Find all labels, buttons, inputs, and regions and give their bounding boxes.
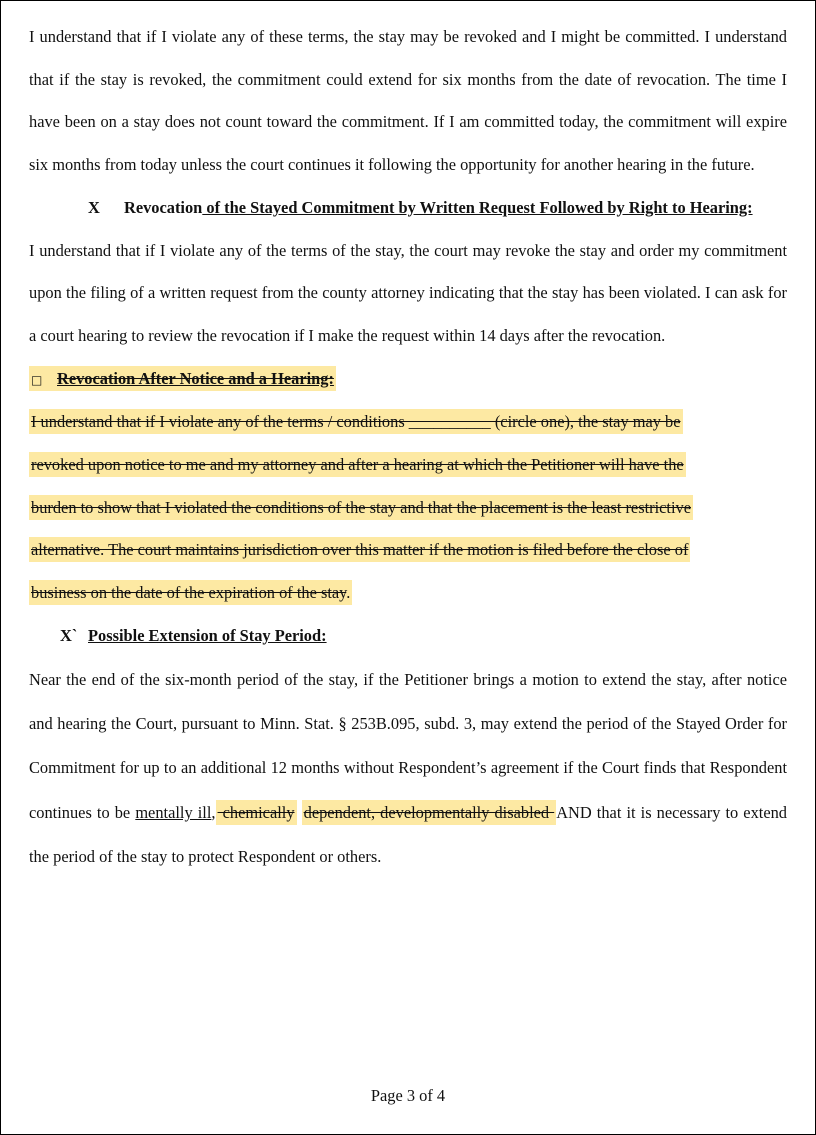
notice-line: revoked upon notice to me and my attorney and after a hearing at which the Petitioner will have the (29, 444, 787, 487)
section-marker: X` (60, 625, 78, 645)
notice-line: business on the date of the expiration of the stay. (29, 572, 787, 615)
section-marker: X (88, 197, 100, 217)
written-request-paragraph: I understand that if I violate any of the terms of the stay, the court may revoke the stay and order my commitment upon the filing of a written request from the county attorney indicating that the stay has been violated. I can ask for a court hearing to review the revocation if I make the request within 14 days after the revocation. (29, 240, 787, 345)
extension-title: Possible Extension of Stay Period: (88, 625, 327, 645)
terms-paragraph: I understand that if I violate any of these terms, the stay may be revoked and I might be committed. I understand that if the stay is revoked, the commitment could extend for six months from the date of revocation. The time I have been on a stay does not count toward the commitment. If I am committed today, the commitment will expire six months from today unless the court continues it following the opportunity for another hearing in the future. (29, 27, 787, 175)
heading-underlined: of the Stayed Commitment by Written Request Followed by Right to Hearing: (202, 197, 753, 217)
page-number: Page 3 of 4 (370, 1086, 446, 1105)
notice-line: alternative. The court maintains jurisdiction over this matter if the motion is filed before the close of (29, 529, 787, 572)
notice-heading-line (29, 358, 787, 402)
extension-paragraph: Near the end of the six-month period of the stay, if the Petitioner brings a motion to extend the stay, after notice and hearing the Court, pursuant to Minn. Stat. § 253B.095, subd. 3, may extend the period of the Stayed Order for Commitment for up to an additional 12 months without Respondent’s agreement if the Court finds that Respondent continues to be mentally ill, chemically dependent, developmentally disabled AND that it is necessary to extend the period of the stay to protect Respondent or others. (29, 669, 787, 867)
struck-terms: dependent, developmentally disabled (302, 800, 557, 825)
mentally-ill-term: mentally ill (135, 802, 212, 822)
heading-plain: Revocation (124, 197, 203, 217)
struck-terms: chemically (216, 800, 297, 825)
notice-line: I understand that if I violate any of the terms / conditions __________ (circle one), the stay may be (29, 401, 787, 444)
notice-line: burden to show that I violated the conditions of the stay and that the placement is the least restrictive (29, 487, 787, 530)
checkbox-icon: □ (31, 372, 43, 387)
notice-heading: □ Revocation After Notice and a Hearing: (29, 366, 336, 391)
document-body (29, 16, 787, 880)
notice-hearing-section (29, 358, 787, 615)
extension-heading (29, 615, 787, 658)
written-request-heading (29, 187, 787, 230)
